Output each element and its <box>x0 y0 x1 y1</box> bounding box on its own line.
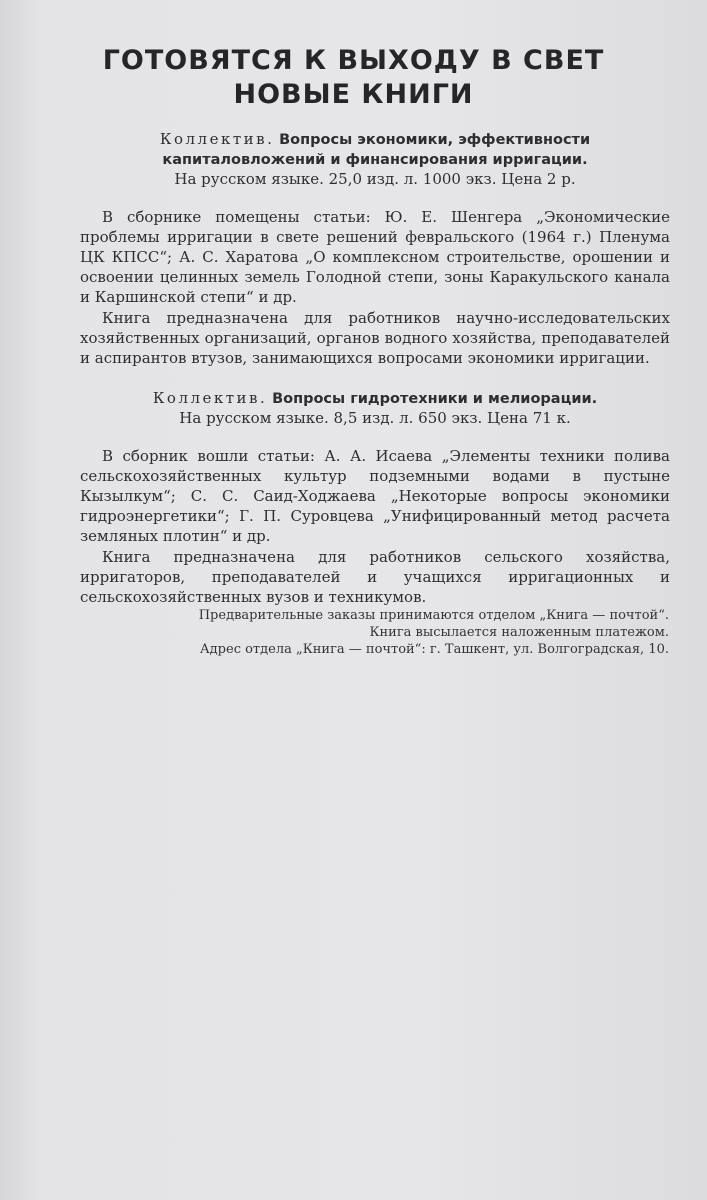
notice-line-1: Предварительные заказы принимаются отделом „Книга — почтой“. <box>198 608 669 623</box>
book-entry-1 <box>80 130 670 368</box>
book-1-header <box>80 130 670 189</box>
order-notice <box>69 607 669 658</box>
book-2-paragraph-2: Книга предназначена для работников сельского хозяйства, ирригаторов, преподавателей и учащихся ирригационных и сельскохозяйственных вузов и техникумов. <box>80 548 670 606</box>
notice-line-3: Адрес отдела „Книга — почтой“: г. Ташкент, ул. Волгоградская, 10. <box>199 642 669 657</box>
book-2-publication: На русском языке. 8,5 изд. л. 650 экз. Цена 71 к. <box>179 409 571 427</box>
book-2-header <box>80 389 670 428</box>
book-1-title-line-2: капиталовложений и финансирования ирригации. <box>162 152 588 168</box>
book-1-paragraph-2: Книга предназначена для работников научно-исследовательских хозяйственных организаций, органов водного хозяйства, преподавателей и аспирантов втузов, занимающихся вопросами экономики ирригации. <box>80 309 670 367</box>
book-1-author: Коллектив. <box>159 130 275 148</box>
book-entry-2 <box>80 389 670 607</box>
book-2-author: Коллектив. <box>152 389 268 407</box>
heading-line-1: ГОТОВЯТСЯ К ВЫХОДУ В СВЕТ <box>102 45 605 76</box>
book-2-title-line-1: Вопросы гидротехники и мелиорации. <box>272 391 598 407</box>
book-2-paragraph-1: В сборник вошли статьи: А. А. Исаева „Элементы техники полива сельскохозяйственных культур подземными водами в пустыне Кызылкум“; С. С. Саид-Ходжаева „Некоторые вопросы экономики гидроэнергетики“; Г. П. Суровцева „Унифицированный метод расчета земляных плотин“ и др. <box>80 447 670 545</box>
book-1-publication: На русском языке. 25,0 изд. л. 1000 экз. Цена 2 р. <box>174 170 576 188</box>
page-heading <box>0 44 707 112</box>
heading-line-2: НОВЫЕ КНИГИ <box>233 79 474 110</box>
book-1-paragraph-1: В сборнике помещены статьи: Ю. Е. Шенгера „Экономические проблемы ирригации в свете решений февральского (1964 г.) Пленума ЦК КПСС“; А. С. Харатова „О комплексном строительстве, орошении и освоении целинных земель Голодной степи, зоны Каракульского канала и Каршинской степи“ и др. <box>80 208 670 306</box>
book-1-title-line-1: Вопросы экономики, эффективности <box>279 132 591 148</box>
notice-line-2: Книга высылается наложенным платежом. <box>369 625 669 640</box>
